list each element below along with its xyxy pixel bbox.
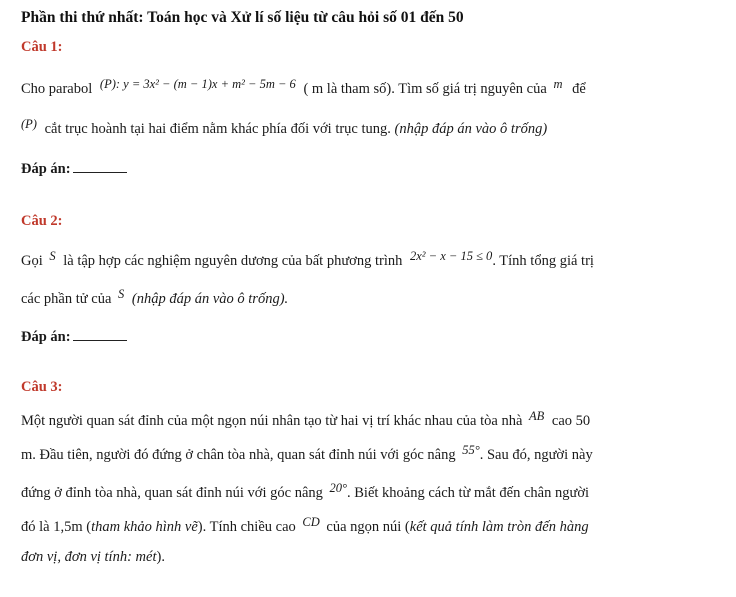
question-3-line-1 [21, 409, 591, 430]
q1-text-de: để [572, 81, 586, 97]
q2-answer-label: Đáp án: [21, 329, 71, 345]
q1-answer-label: Đáp án: [21, 161, 71, 177]
question-1-answer [21, 160, 127, 178]
question-2-label: Câu 2: [21, 213, 63, 229]
question-1-line-1 [21, 77, 586, 98]
q2-text-elements: các phần tử của [21, 291, 112, 307]
q1-text-condition: cắt trục hoành tại hai điểm nằm khác phía đối với trục tung. [44, 121, 391, 137]
question-3-line-3 [21, 481, 590, 502]
q1-var-m: m [553, 77, 563, 91]
q3-angle-1: 55° [462, 443, 480, 457]
q3-text-1b: cao 50 [551, 413, 591, 429]
q3-text-2b: . Sau đó, người này [479, 447, 593, 463]
q3-text-2a: m. Đầu tiên, người đó đứng ở chân tòa nhà, quan sát đỉnh núi với góc nâng [21, 447, 456, 463]
question-2-answer [21, 328, 127, 346]
q3-text-3a: đứng ở đỉnh tòa nhà, quan sát đỉnh núi với góc nâng [21, 485, 323, 501]
question-1-label: Câu 1: [21, 39, 63, 55]
question-3-label: Câu 3: [21, 379, 63, 395]
q3-var-ab: AB [529, 409, 545, 423]
section-title: Phần thi thứ nhất: Toán học và Xử lí số liệu từ câu hỏi số 01 đến 50 [21, 9, 464, 26]
q1-parabol-formula: (P): y = 3x² − (m − 1)x + m² − 5m − 6 [99, 77, 296, 91]
q3-text-4a: đó là 1,5m ( [21, 519, 92, 535]
q3-text-5b: ). [156, 549, 165, 565]
q3-text-1a: Một người quan sát đỉnh của một ngọn núi nhân tạo từ hai vị trí khác nhau của tòa nhà [21, 413, 523, 429]
q3-text-4-em1: tham khảo hình vẽ [91, 519, 198, 535]
q2-answer-blank[interactable] [73, 328, 127, 341]
q3-text-4-em2: kết quả tính làm tròn đến hàng [409, 519, 589, 535]
question-3-line-5 [21, 548, 165, 566]
question-2-line-2 [21, 287, 289, 308]
q3-angle-2: 20° [329, 481, 347, 495]
q3-text-4b: ). Tính chiều cao [197, 519, 296, 535]
question-1-line-2 [21, 117, 548, 138]
q2-var-s: S [49, 249, 56, 263]
q1-text-intro: Cho parabol [21, 81, 93, 97]
q2-text-sum: . Tính tổng giá trị [492, 253, 594, 269]
q2-text-set: là tập hợp các nghiệm nguyên dương của bất phương trình [63, 253, 403, 269]
question-3-line-4 [21, 515, 589, 536]
q2-inequality-formula: 2x² − x − 15 ≤ 0 [409, 249, 493, 263]
q3-text-3b: . Biết khoảng cách từ mắt đến chân người [347, 485, 590, 501]
question-2-line-1 [21, 249, 594, 270]
q1-answer-blank[interactable] [73, 160, 127, 173]
q1-text-param: ( m là tham số). Tìm số giá trị nguyên của [303, 81, 547, 97]
q1-var-p: (P) [21, 117, 37, 131]
q3-text-5-em: đơn vị, đơn vị tính: mét [21, 549, 157, 565]
q3-var-cd: CD [302, 515, 320, 529]
q2-instruction: (nhập đáp án vào ô trống). [131, 291, 289, 307]
q3-text-4c: của ngọn núi ( [326, 519, 410, 535]
q1-instruction: (nhập đáp án vào ô trống) [394, 121, 548, 137]
q2-text-goi: Gọi [21, 253, 43, 269]
question-3-line-2 [21, 443, 593, 464]
q2-var-s-2: S [118, 287, 125, 301]
